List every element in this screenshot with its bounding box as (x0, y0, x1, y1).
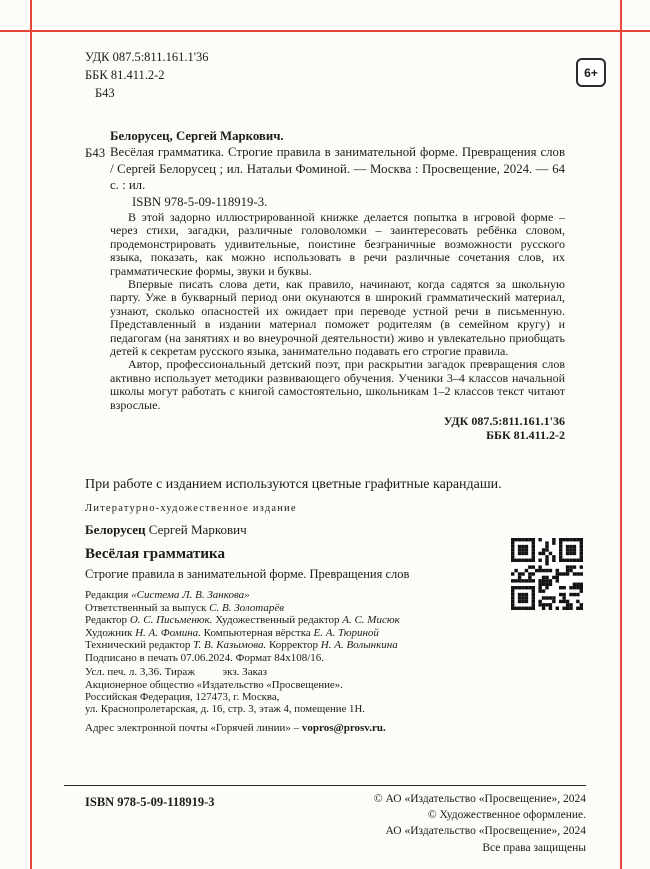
email-address: vopros@prosv.ru. (301, 722, 386, 734)
bbk-code-right: ББК 81.411.2-2 (486, 427, 565, 442)
credits-list (85, 589, 515, 652)
bbk-code: ББК 81.411.2-2 (85, 68, 165, 82)
print-info-block (85, 652, 324, 679)
udk-code-right: УДК 087.5:811.161.1'36 (443, 414, 565, 429)
annotation-paragraph: В этой задорно иллюстрированной книжке делается попытка в игровой форме – через стихи, загадки, различные головоломки – заинтересовать ребёнка словом, продемонстрировать удивительные, поистине безграничные возможности русского языка, показать, как можно использовать в речи различные сочетания слов, их грамматические формы, звуки и буквы. (110, 210, 565, 278)
usage-notice: При работе с изданием используются цветные графитные карандаши. (85, 477, 502, 492)
udk-code: УДК 087.5:811.161.1'36 (85, 50, 209, 64)
edition-author-surname: Белорусец (85, 522, 146, 537)
copyright-block (374, 791, 586, 856)
edition-author-name: Сергей Маркович (145, 522, 247, 537)
publisher-address-block (85, 679, 365, 715)
credit-line: Ответственный за выпуск С. В. Золотарёв (85, 601, 285, 614)
edition-author (85, 522, 515, 538)
qr-code-svg (511, 538, 583, 610)
bibliographic-record (85, 128, 565, 210)
copyright-line: Все права защищены (482, 841, 586, 854)
email-prefix: Адрес электронной почты «Горячей линии» – (85, 722, 302, 734)
citation-body: Весёлая грамматика. Строгие правила в занимательной форме. Превращения слов / Сергей Белорусец ; ил. Натальи Фоминой. — Москва : Просвещение, 2024. — 64 с. : ил. (110, 145, 565, 193)
page-frame-left-line (30, 0, 32, 869)
credit-line: Редакция «Система Л. В. Занкова» (85, 589, 250, 601)
credit-line: Технический редактор Т. В. Казымова. Корректор Н. А. Волынкина (85, 639, 398, 652)
publisher-line: ул. Краснопролетарская, д. 16, стр. 3, этаж 4, помещение 1Н. (85, 703, 365, 715)
bibliographic-index: Б43 (85, 146, 106, 160)
book-title: Весёлая грамматика (85, 546, 225, 562)
publisher-line: Акционерное общество «Издательство «Просвещение». (85, 679, 343, 691)
page-frame-right-line (620, 0, 622, 869)
copyright-line: © АО «Издательство «Просвещение», 2024 (373, 793, 586, 805)
classification-codes-right (110, 415, 565, 442)
citation-author: Белорусец, Сергей Маркович. (110, 129, 284, 143)
qr-code (511, 538, 583, 610)
annotation-paragraph: Автор, профессиональный детский поэт, при раскрытии загадок превращения слов активно использует методики развивающего обучения. Ученики 3–4 классов начальной школы могут работать с книгой самостоятельно, школьникам 1–2 классов текст читают взрослые. (110, 357, 565, 412)
age-rating-badge: 6+ (576, 58, 606, 87)
footer-divider-line (64, 785, 586, 786)
classification-block (85, 48, 208, 102)
annotation-paragraph: Впервые писать слова дети, как правило, начинают, когда садятся за школьную парту. Уже в букварный период они окунаются в широкий грамматический материал, узнают, сколько опасностей их ожидает при переводе устной речи в письменную. Представленный в издании материал поможет родителям (в семейном кругу) и педагогам (на занятиях и во внеурочной деятельности) живо и увлекательно приобщать детей к секретам русского языка, занимательно подавать его строгие правила. (110, 277, 565, 359)
copyright-line: © Художественное оформление. (427, 809, 586, 822)
isbn-footer: ISBN 978-5-09-118919-3 (85, 795, 215, 809)
print-info-line: Подписано в печать 07.06.2024. Формат 84х108/16. (85, 652, 325, 664)
credit-line: Редактор О. С. Письменюк. Художественный редактор А. С. Мисюк (85, 614, 400, 627)
author-sign: Б43 (95, 86, 115, 100)
edition-info-block (85, 503, 515, 652)
copyright-line: АО «Издательство «Просвещение», 2024 (385, 825, 586, 838)
book-subtitle: Строгие правила в занимательной форме. Превращения слов (85, 567, 410, 581)
print-info-line: Усл. печ. л. 3,36. Тираж экз. Заказ (85, 665, 267, 678)
publisher-line: Российская Федерация, 127473, г. Москва, (85, 691, 280, 703)
hotline-email-line (85, 722, 386, 734)
citation-isbn: ISBN 978-5-09-118919-3. (132, 194, 268, 209)
annotation-block (110, 211, 565, 442)
edition-kind-label: Литературно-художественное издание (85, 503, 297, 514)
page-frame-top-line (0, 30, 650, 32)
credit-line: Художник Н. А. Фомина. Компьютерная вёрстка Е. А. Тюриной (85, 626, 379, 639)
